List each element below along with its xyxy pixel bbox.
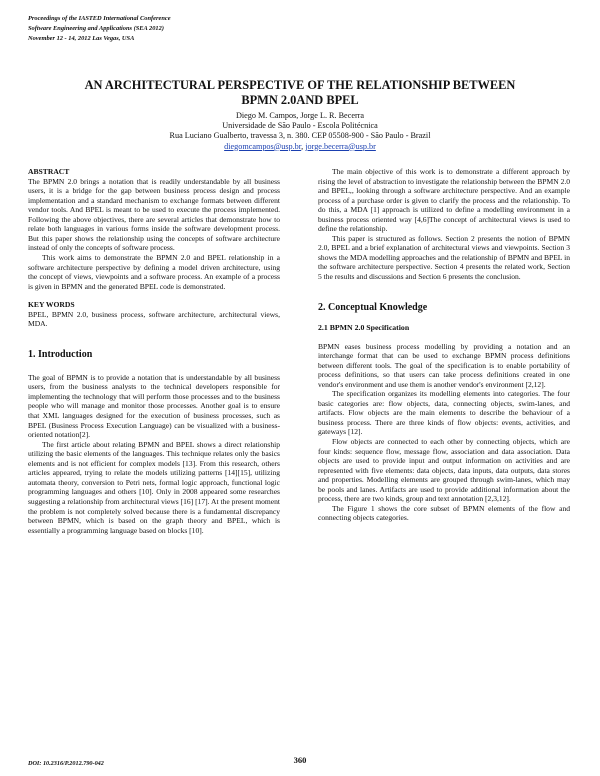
author-block (0, 111, 600, 152)
proceedings-header (28, 14, 171, 44)
author-affiliation: Universidade de São Paulo - Escola Politécnica (222, 121, 378, 131)
abstract-paragraph-1: The BPMN 2.0 brings a notation that is readily understandable by all business users, it is a bridge for the gap between business process design and process implementation and a standard mechanism to exchange formats between different vendor tools. And BPEL is meant to be used to execute the process implemented. Following the above objectives, there are several articles that demonstrate how to relate both languages in various forms inside the software development process. But this paper shows the relationship using the concepts of software architecture instead of only the concepts of software process. (28, 176, 280, 253)
intro-paragraph-1: The goal of BPMN is to provide a notation that is understandable by all business users, from the business analysts to the technical developers responsible for implementing the technology that will perform those processes and to the business people who will manage and monitor those processes. Another goal is to ensure that XML languages designed for the execution of business processes, such as BPEL (Business Process Execution Language) can be visualized with a business-oriented notation[2]. (28, 372, 280, 440)
abstract-heading: ABSTRACT (28, 167, 70, 176)
spec-paragraph-3: Flow objects are connected to each other by connecting objects, which are four kinds: sequence flow, message flow, association and data association. Data objects are used to provide input and output information on activities and are represented with five elements: data objects, data inputs, data outputs, data stores and properties. Modelling elements are grouped through swim-lanes, which may be pools and lanes. Artifacts are used to provide additional information about the process, there are two kinds, group and text annotation [2,3,12]. (318, 437, 570, 504)
title-line-1: AN ARCHITECTURAL PERSPECTIVE OF THE RELATIONSHIP BETWEEN (84, 78, 516, 92)
email-separator: , (301, 141, 306, 151)
email-link-2[interactable]: jorge.becerra@usp.br (305, 141, 376, 151)
keywords-heading: KEY WORDS (28, 300, 75, 310)
email-link-1[interactable]: diegomcampos@usp.br (224, 141, 302, 151)
page-number: 360 (293, 755, 307, 765)
spec-paragraph-4: The Figure 1 shows the core subset of BPMN elements of the flow and connecting objects categories. (318, 503, 570, 523)
header-line-2: Software Engineering and Applications (SEA 2012) (28, 25, 164, 32)
right-paragraph-1: The main objective of this work is to demonstrate a different approach by rising the level of abstraction to investigate the relationship between the BPMN 2.0 and BPEL,, looking through a software architecture perspective. And an example process of a purchase order is given to clarify the process and the relationship. To do this, a MDA [1] approach is utilized to define a modelling environment in a business process oriented way [4,6]The concept of architectural views is used to define the relationship. (318, 167, 570, 234)
spec-paragraph-1: BPMN eases business process modelling by providing a notation and an interchange format that can be used to exchange BPMN process definitions between different tools. The goal of the specification is to enable portability of process definitions, so that users can take process definitions created in one vendor's environment and use them is another vendor's environment [2,12]. (318, 341, 570, 389)
section-2-1-heading: 2.1 BPMN 2.0 Specification (318, 322, 410, 332)
intro-paragraph-2: The first article about relating BPMN and BPEL shows a direct relationship utilizing the basic elements of the languages. This technique relates only the basics elements and is not efficient for complex models [13]. From this research, others articles appeared, trying to relate the models utilizing patterns [14][15], utilizing automata theory, conversion to Petri nets, formal logic approach, functional logic programming languages and others [10]. Only in 2008 appeared some researches suggesting a relationship from architectural views [16] [17]. At the present moment the problem is not completely solved because there is a fundamental discrepancy between BPMN, which is based on the graph theory and BPEL, which is essentially a programming language based on blocks [10]. (28, 439, 280, 535)
keywords-text: BPEL, BPMN 2.0, business process, software architecture, architectural views, MDA. (28, 309, 280, 329)
paper-title (0, 78, 600, 108)
right-paragraph-2: This paper is structured as follows. Section 2 presents the notion of BPMN 2.0, BPEL and a brief explanation of architectural views and viewpoints. Section 3 shows the MDA modelling approaches and the relationship of BPMN and BPEL in the software architecture perspective. Section 4 presents the related work, Section 5 the results and discussions and Section 6 presents the conclusion. (318, 233, 570, 282)
right-column (318, 167, 570, 523)
introduction-heading: 1. Introduction (28, 348, 93, 360)
header-line-3: November 12 - 14, 2012 Las Vegas, USA (28, 35, 135, 42)
author-emails (0, 142, 600, 152)
abstract-paragraph-2: This work aims to demonstrate the BPMN 2.0 and BPEL relationship in a software architecture perspective by defining a model driven architecture, using the concept of views, viewpoints and a software process. An example of a process is given in BPMN and the generated BPEL code is demonstrated. (28, 252, 280, 291)
section-2-heading: 2. Conceptual Knowledge (318, 301, 428, 313)
author-address: Rua Luciano Gualberto, travessa 3, n. 380. CEP 05508-900 - São Paulo - Brazil (169, 131, 431, 141)
author-names: Diego M. Campos, Jorge L. R. Becerra (235, 111, 365, 120)
doi-footer: DOI: 10.2316/P.2012.790-042 (28, 760, 104, 767)
title-line-2: BPMN 2.0AND BPEL (241, 93, 359, 107)
spec-paragraph-2: The specification organizes its modelling elements into categories. The four basic categories are: flow objects, data, connecting objects, swim-lanes, and artifacts. Flow objects are the main elements to describe the behaviour of a business process. There are three kinds of flow objects: events, activities, and gateways [12]. (318, 389, 570, 437)
left-column (28, 167, 280, 535)
header-line-1: Proceedings of the IASTED International Conference (28, 15, 171, 22)
